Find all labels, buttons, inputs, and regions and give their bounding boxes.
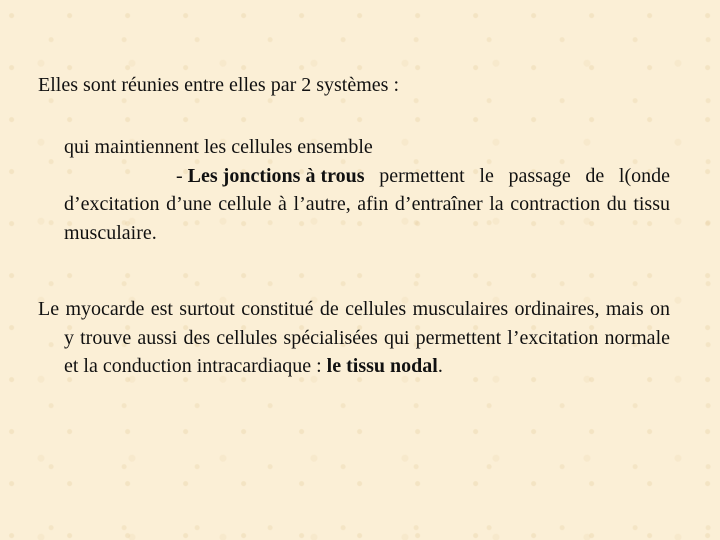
intro-line — [38, 71, 670, 100]
para-end: . — [437, 355, 443, 377]
item-first-text: qui maintiennent les cellules ensemble — [64, 136, 373, 158]
item-detail — [38, 162, 670, 248]
item-lead — [64, 162, 365, 191]
item-detail-text: permettent le passage de l(onde d’excitation d’une cellule à l’autre, afin d’entraîner la contraction du tissu musculaire. — [64, 164, 670, 244]
gap-junctions-term: Les jonctions à trous — [187, 164, 365, 187]
nodal-tissue-term: le tissu nodal — [326, 355, 438, 377]
intro-text: Elles sont réunies entre elles par 2 systèmes : — [38, 74, 400, 96]
para-text: Le myocarde est surtout constitué de cellules musculaires ordinaires, mais on y trouve aussi des cellules spécialisées qui permettent l’excitation normale et la conduction intracardiaque : — [38, 298, 670, 377]
item-dash: - — [176, 164, 188, 187]
item-line-first — [38, 133, 670, 162]
myocarde-paragraph — [38, 295, 670, 381]
junction-item — [38, 133, 670, 247]
